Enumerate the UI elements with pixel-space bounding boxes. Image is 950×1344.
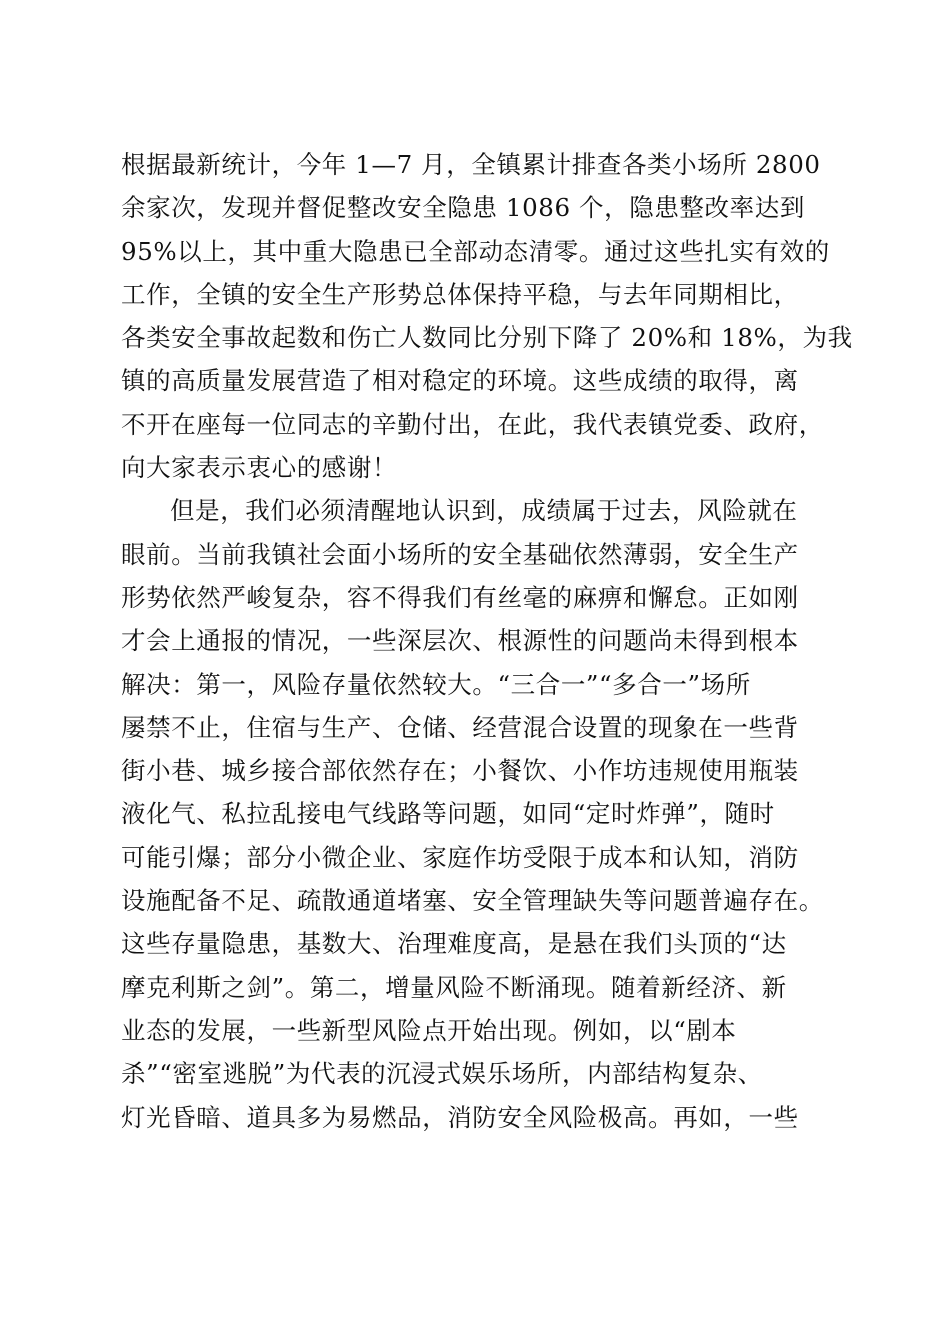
text-line-17: 可能引爆；部分小微企业、家庭作坊受限于成本和认知，消防 — [121, 842, 799, 872]
text-line-19: 这些存量隐患，基数大、治理难度高，是悬在我们头顶的“达 — [121, 929, 787, 959]
text-line-20: 摩克利斯之剑”。第二，增量风险不断涌现。随着新经济、新 — [121, 972, 787, 1002]
text-line-12: 才会上通报的情况，一些深层次、根源性的问题尚未得到根本 — [121, 626, 799, 656]
text-line-15: 街小巷、城乡接合部依然存在；小餐饮、小作坊违规使用瓶装 — [121, 756, 799, 786]
text-line-5: 各类安全事故起数和伤亡人数同比分别下降了 20%和 18%，为我 — [121, 323, 853, 353]
body-text — [121, 143, 853, 1139]
text-line-21: 业态的发展，一些新型风险点开始出现。例如，以“剧本 — [121, 1015, 737, 1045]
text-line-11: 形势依然严峻复杂，容不得我们有丝毫的麻痹和懈怠。正如刚 — [121, 582, 799, 612]
text-line-16: 液化气、私拉乱接电气线路等问题，如同“定时炸弹”，随时 — [121, 799, 775, 829]
text-line-13: 解决：第一，风险存量依然较大。“三合一”“多合一”场所 — [121, 669, 751, 699]
paragraph-start-line: 但是，我们必须清醒地认识到，成绩属于过去，风险就在 — [170, 496, 798, 526]
text-line-6: 镇的高质量发展营造了相对稳定的环境。这些成绩的取得，离 — [121, 366, 799, 396]
text-line-18: 设施配备不足、疏散通道堵塞、安全管理缺失等问题普遍存在。 — [121, 886, 824, 916]
text-line-7: 不开在座每一位同志的辛勤付出，在此，我代表镇党委、政府， — [121, 409, 824, 439]
text-line-8: 向大家表示衷心的感谢！ — [121, 453, 398, 483]
text-line-1: 根据最新统计，今年 1—7 月，全镇累计排查各类小场所 2800 — [121, 150, 821, 179]
text-line-14: 屡禁不止，住宿与生产、仓储、经营混合设置的现象在一些背 — [121, 712, 799, 742]
text-line-22: 杀”“密室逃脱”为代表的沉浸式娱乐场所，内部结构复杂、 — [121, 1059, 763, 1089]
text-line-10: 眼前。当前我镇社会面小场所的安全基础依然薄弱，安全生产 — [121, 539, 799, 569]
text-line-4: 工作，全镇的安全生产形势总体保持平稳，与去年同期相比， — [121, 279, 799, 309]
text-line-23: 灯光昏暗、道具多为易燃品，消防安全风险极高。再如，一些 — [121, 1102, 799, 1132]
text-line-3: 95%以上，其中重大隐患已全部动态清零。通过这些扎实有效的 — [121, 236, 830, 266]
text-line-2: 余家次，发现并督促整改安全隐患 1086 个，隐患整改率达到 — [121, 193, 805, 223]
